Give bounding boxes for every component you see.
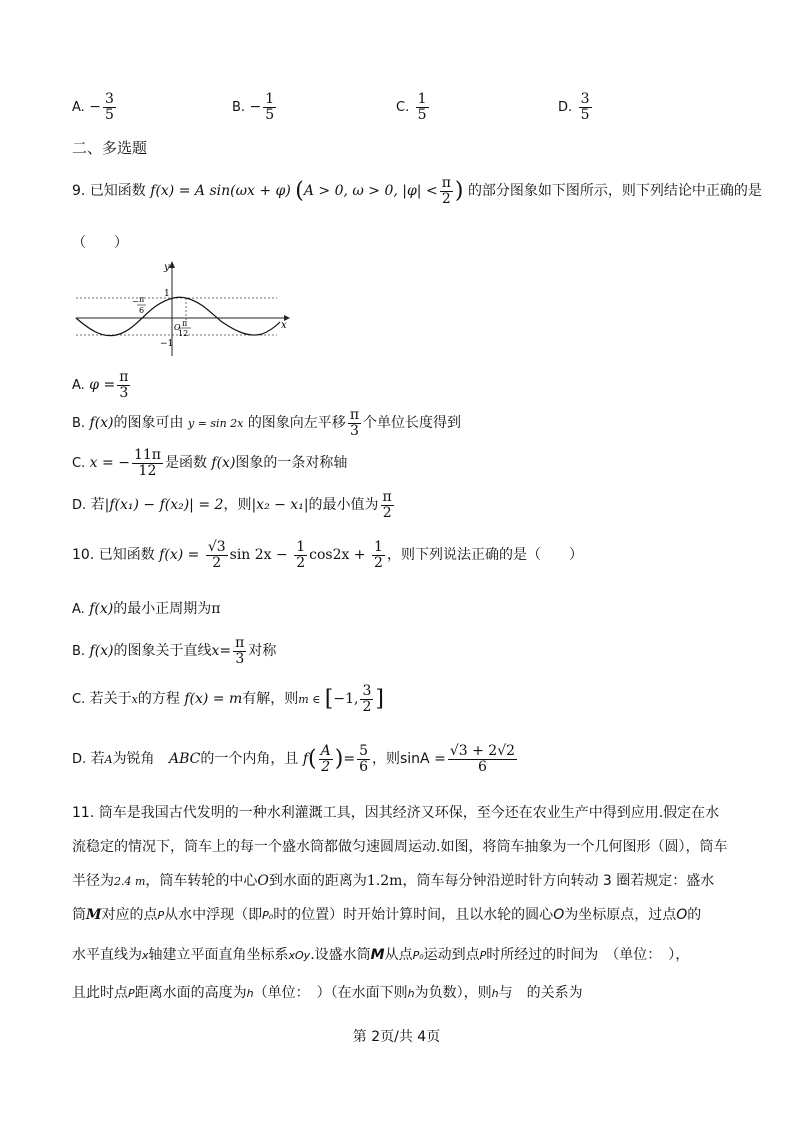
q11-line-5: 水平直线为x轴建立平面直角坐标系xOy.设盛水筒M从点P₀运动到点P时所经过的时间为 （单位： ）， bbox=[72, 947, 690, 963]
q9-function-graph bbox=[72, 258, 292, 358]
y-label: y bbox=[164, 262, 170, 273]
left-tick-num: π bbox=[139, 295, 145, 304]
x-label: x bbox=[281, 320, 287, 331]
origin-label: O bbox=[174, 323, 181, 332]
q8-option-a: A. − $\frac{3}{5}$ bbox=[72, 91, 114, 123]
right-tick-den: 12 bbox=[178, 329, 189, 338]
q9-stem: 9. 已知函数 f(x) = A sin(ωx + φ) (A > 0, ω > 0, |φ| < $\frac{\pi}{2}$ ) 的部分图象如下图所示，则下列结论中正确的是 bbox=[72, 175, 762, 207]
q11-line-6: 且此时点P距离水面的高度为h（单位： ）（在水面下则h为负数），则h与 的关系为 bbox=[72, 985, 583, 1001]
q8-option-b: B. − $\frac{1}{5}$ bbox=[232, 91, 275, 123]
page-footer: 第 2页/共 4页 bbox=[352, 1029, 441, 1045]
right-tick-num: π bbox=[182, 319, 188, 328]
q9-option-c: C. x = − $\frac{11\pi}{12}$ 是函数 f(x)图象的一条对称轴 bbox=[72, 447, 348, 479]
q10-stem: 10. 已知函数 f(x) = $\frac{√3}{2}$ sin 2x − $\frac{1}{2}$ cos2x + $\frac{1}{2}$ ，则下列说法正确的是（ ） bbox=[72, 539, 583, 571]
left-tick-sign: − bbox=[132, 297, 139, 306]
q10-option-a: A. f(x)的最小正周期为π bbox=[72, 601, 221, 617]
left-tick-den: 6 bbox=[139, 306, 145, 315]
tick-neg1: −1 bbox=[160, 339, 174, 349]
q11-line-1: 11. 筒车是我国古代发明的一种水利灌溉工具，因其经济又环保，至今还在农业生产中得到应用.假定在水 bbox=[72, 805, 720, 821]
tick-1: 1 bbox=[164, 289, 170, 299]
q10-option-d: D. 若A为锐角 ABC的一个内角，且 f( $\frac{A}{2}$ )= $\frac{5}{6}$ ，则sinA = $\frac{√3 + 2√2}{6}$ bbox=[72, 743, 516, 775]
q9-option-b: B. f(x)的图象可由 y = sin 2x 的图象向左平移 $\frac{\pi}{3}$ 个单位长度得到 bbox=[72, 407, 462, 439]
q10-option-b: B. f(x)的图象关于直线x= $\frac{\pi}{3}$ 对称 bbox=[72, 635, 277, 667]
q11-line-4: 筒M对应的点P从水中浮现（即P₀时的位置）时开始计算时间，且以水轮的圆心O为坐标原点，过点O的 bbox=[72, 907, 702, 923]
q11-line-3: 半径为2.4 m，筒车转轮的中心O到水面的距离为1.2m，筒车每分钟沿逆时针方向转动 3 圈若规定：盛水 bbox=[72, 873, 715, 889]
q8-option-d: D. $\frac{3}{5}$ bbox=[558, 91, 590, 123]
q9-option-a: A. φ = $\frac{\pi}{3}$ bbox=[72, 369, 129, 401]
q11-line-2: 流稳定的情况下，筒车上的每一个盛水筒都做匀速圆周运动.如图，将筒车抽象为一个几何图形（圆），筒车 bbox=[72, 839, 728, 855]
q9-option-d: D. 若|f(x₁) − f(x₂)| = 2，则|x₂ − x₁|的最小值为 $\frac{\pi}{2}$ bbox=[72, 489, 392, 521]
section-title: 二、多选题 bbox=[72, 139, 148, 157]
q8-option-c: C. $\frac{1}{5}$ bbox=[396, 91, 427, 123]
q10-option-c: C. 若关于x的方程 f(x) = m有解，则m ∈ [−1, $\frac{3}{2}$ ] bbox=[72, 683, 384, 715]
q9-answer-paren: （ ） bbox=[72, 235, 128, 251]
